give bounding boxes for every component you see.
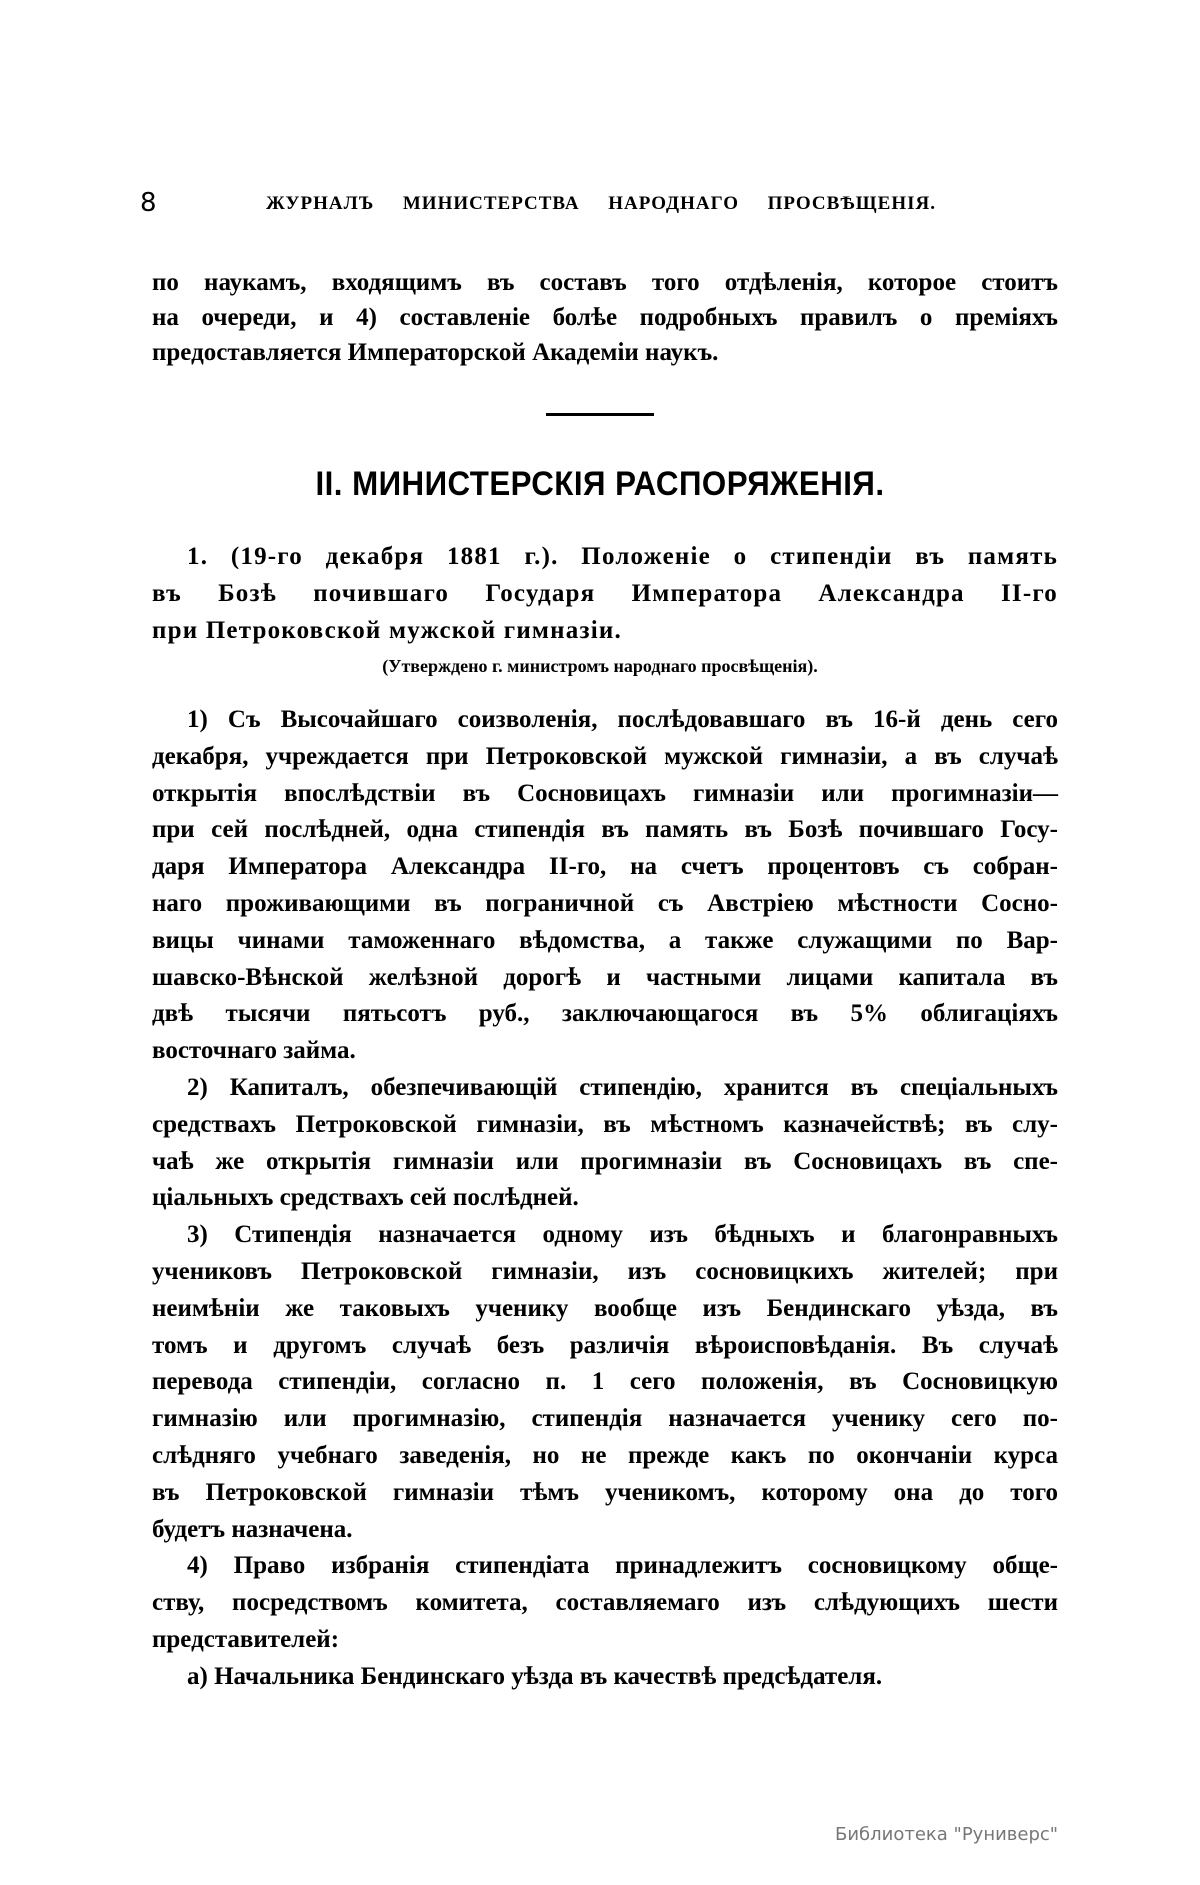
text-line: двѣ тысячи пятьсотъ руб., заключающагося въ 5% облигаціяхъ	[152, 1000, 1058, 1028]
text-line: наго проживающими въ пограничной съ Австріею мѣстности Сосно-	[152, 889, 1058, 917]
divider-rule	[546, 413, 654, 416]
text-line: открытія впослѣдствіи въ Сосновицахъ гимназіи или прогимназіи—	[152, 779, 1058, 807]
intro-paragraph	[152, 265, 1058, 370]
text-line: учениковъ Петроковской гимназіи, изъ сосновицкихъ жителей; при	[152, 1257, 1058, 1285]
text-line: чаѣ же открытія гимназіи или прогимназіи въ Сосновицахъ въ спе-	[152, 1147, 1058, 1175]
text-line: предоставляется Императорской Академіи наукъ.	[152, 339, 719, 366]
text-line: вицы чинами таможеннаго вѣдомства, а также служащими по Вар-	[152, 926, 1058, 954]
text-line: при сей послѣдней, одна стипендія въ память въ Бозѣ почившаго Госу-	[152, 816, 1058, 844]
text-line: слѣдняго учебнаго заведенія, но не прежде какъ по окончаніи курса	[152, 1441, 1058, 1469]
text-line: ціальныхъ средствахъ сей послѣдней.	[152, 1184, 579, 1212]
text-line: въ Петроковской гимназіи тѣмъ ученикомъ, которому она до того	[152, 1478, 1058, 1506]
library-watermark: Библиотека "Руниверс"	[835, 1824, 1059, 1845]
approval-caption: (Утверждено г. министромъ народнаго просвѣщенія).	[382, 656, 818, 676]
text-line: томъ и другомъ случаѣ безъ различія вѣроисповѣданія. Въ случаѣ	[152, 1331, 1058, 1359]
text-line: 1. (19-го декабря 1881 г.). Положеніе о стипендіи въ память	[187, 543, 1058, 570]
text-line: 2) Капиталъ, обезпечивающій стипендію, хранится въ спеціальныхъ	[187, 1073, 1058, 1101]
text-line: будетъ назначена.	[152, 1515, 353, 1543]
text-line: ству, посредствомъ комитета, составляемаго изъ слѣдующихъ шести	[152, 1589, 1058, 1617]
text-line: 1) Съ Высочайшаго соизволенія, послѣдовавшаго въ 16-й день сего	[187, 706, 1058, 733]
section-title: II. МИНИСТЕРСКІЯ РАСПОРЯЖЕНІЯ.	[315, 465, 885, 503]
text-line: представителей:	[152, 1625, 340, 1653]
text-line: на очереди, и 4) составленіе болѣе подробныхъ правилъ о преміяхъ	[152, 304, 1058, 331]
item-heading	[152, 538, 1058, 649]
text-line: а) Начальника Бендинскаго уѣзда въ качествѣ предсѣдателя.	[187, 1662, 883, 1690]
text-line: 4) Право избранія стипендіата принадлежитъ сосновицкому обще-	[187, 1552, 1058, 1580]
text-line: перевода стипендіи, согласно п. 1 сего положенія, въ Сосновицкую	[152, 1368, 1058, 1396]
text-line: восточнаго займа.	[152, 1037, 356, 1065]
running-head: ЖУРНАЛЪ МИНИСТЕРСТВА НАРОДНАГО ПРОСВѢЩЕНІЯ.	[266, 193, 936, 214]
text-line: 3) Стипендія назначается одному изъ бѣдныхъ и благонравныхъ	[187, 1221, 1058, 1249]
text-line: неимѣніи же таковыхъ ученику вообще изъ Бендинскаго уѣзда, въ	[152, 1294, 1058, 1322]
text-line: гимназію или прогимназію, стипендія назначается ученику сего по-	[152, 1405, 1058, 1433]
text-line: въ Бозѣ почившаго Государя Императора Александра II-го	[152, 580, 1058, 607]
text-line: при Петроковской мужской гимназіи.	[152, 617, 622, 644]
body-text	[152, 702, 1058, 1696]
text-line: декабря, учреждается при Петроковской мужской гимназіи, а въ случаѣ	[152, 742, 1058, 770]
page-number: 8	[140, 188, 157, 218]
text-line: даря Императора Александра II-го, на счетъ процентовъ съ собран-	[152, 853, 1058, 881]
text-line: по наукамъ, входящимъ въ составъ того отдѣленія, которое стоитъ	[152, 269, 1058, 296]
text-line: шавско-Вѣнской желѣзной дорогѣ и частными лицами капитала въ	[152, 963, 1058, 991]
text-line: средствахъ Петроковской гимназіи, въ мѣстномъ казначействѣ; въ слу-	[152, 1110, 1058, 1138]
